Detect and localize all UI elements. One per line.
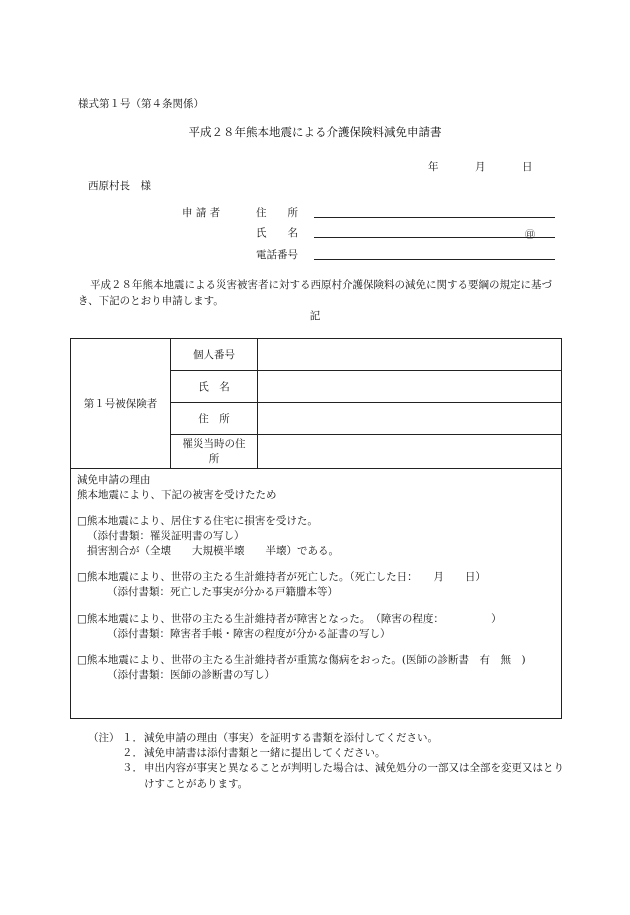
insured-address-field[interactable]	[258, 403, 562, 435]
row-label-name: 氏 名	[171, 371, 258, 403]
address-label: 住 所	[256, 207, 298, 219]
personal-number-field[interactable]	[258, 339, 562, 371]
disaster-address-field[interactable]	[258, 435, 562, 469]
reason-injury-attachment: （添付書類：医師の診断書の写し）	[107, 668, 275, 681]
date-day-label: 日	[522, 161, 533, 173]
reason-death-attachment: （添付書類：死亡した事実が分かる戸籍謄本等）	[107, 586, 338, 599]
note-number: ３．	[122, 762, 143, 775]
name-field-line[interactable]	[314, 237, 555, 238]
row-label-address: 住 所	[171, 403, 258, 435]
note-number: １．	[122, 732, 143, 744]
application-table	[70, 338, 562, 719]
phone-field-line[interactable]	[314, 259, 555, 260]
note-text: 申出内容が事実と異なることが判明した場合は、減免処分の一部又は全部を変更又はとりけすことがあります。	[144, 762, 564, 790]
reason-house-damage-checkbox[interactable]: □熊本地震により、居住する住宅に損害を受けた。	[77, 515, 318, 528]
seal-mark: ㊞	[525, 230, 535, 241]
reason-subheading: 熊本地震により、下記の被害を受けたため	[77, 488, 277, 501]
insured-label: 第１号被保険者	[71, 339, 171, 469]
ki-heading: 記	[309, 310, 321, 322]
note-item	[88, 731, 568, 746]
reason-section	[71, 469, 562, 719]
address-field-line[interactable]	[314, 217, 555, 218]
applicant-heading: 申 請 者	[182, 207, 221, 219]
date-month-label: 月	[475, 161, 486, 173]
reason-heading: 減免申請の理由	[77, 474, 151, 486]
form-title: 平成２８年熊本地震による介護保険料減免申請書	[188, 125, 442, 139]
row-label-personal-number: 個人番号	[171, 339, 258, 371]
notes-section	[88, 731, 568, 792]
intro-text: 平成２８年熊本地震による災害被害者に対する西原村介護保険料の減免に関する要綱の規定に基づき、下記のとおり申請します。	[78, 279, 552, 307]
date-year-label: 年	[428, 161, 439, 173]
note-item	[88, 746, 568, 761]
note-number: ２．	[122, 747, 143, 760]
reason-disability-attachment: （添付書類：障害者手帳・障害の程度が分かる証書の写し）	[107, 627, 391, 640]
reason-house-damage-attachment: （添付書類：罹災証明書の写し）	[87, 530, 245, 543]
note-item	[88, 761, 568, 791]
addressee: 西原村長 様	[88, 180, 151, 192]
name-label: 氏 名	[256, 227, 298, 239]
note-text: 減免申請書は添付書類と一緒に提出してください。	[144, 747, 386, 760]
reason-death-checkbox[interactable]: □熊本地震により、世帯の主たる生計維持者が死亡した。（死亡した日： 月 日）	[77, 571, 486, 584]
insured-name-field[interactable]	[258, 371, 562, 403]
reason-house-damage-ratio: 損害割合が（全壊 大規模半壊 半壊）である。	[87, 544, 339, 557]
reason-disability-checkbox[interactable]: □熊本地震により、世帯の主たる生計維持者が障害となった。 （障害の程度： ）	[77, 612, 502, 625]
notes-head: （注）	[88, 732, 120, 744]
form-number: 様式第１号（第４条関係）	[78, 98, 204, 110]
row-label-disaster-address: 罹災当時の住所	[171, 435, 258, 469]
note-text: 減免申請の理由（事実）を証明する書類を添付してください。	[144, 732, 438, 744]
reason-injury-checkbox[interactable]: □熊本地震により、世帯の主たる生計維持者が重篤な傷病をおった。(医師の診断書 有 無 )	[77, 654, 526, 667]
phone-label: 電話番号	[256, 249, 298, 261]
